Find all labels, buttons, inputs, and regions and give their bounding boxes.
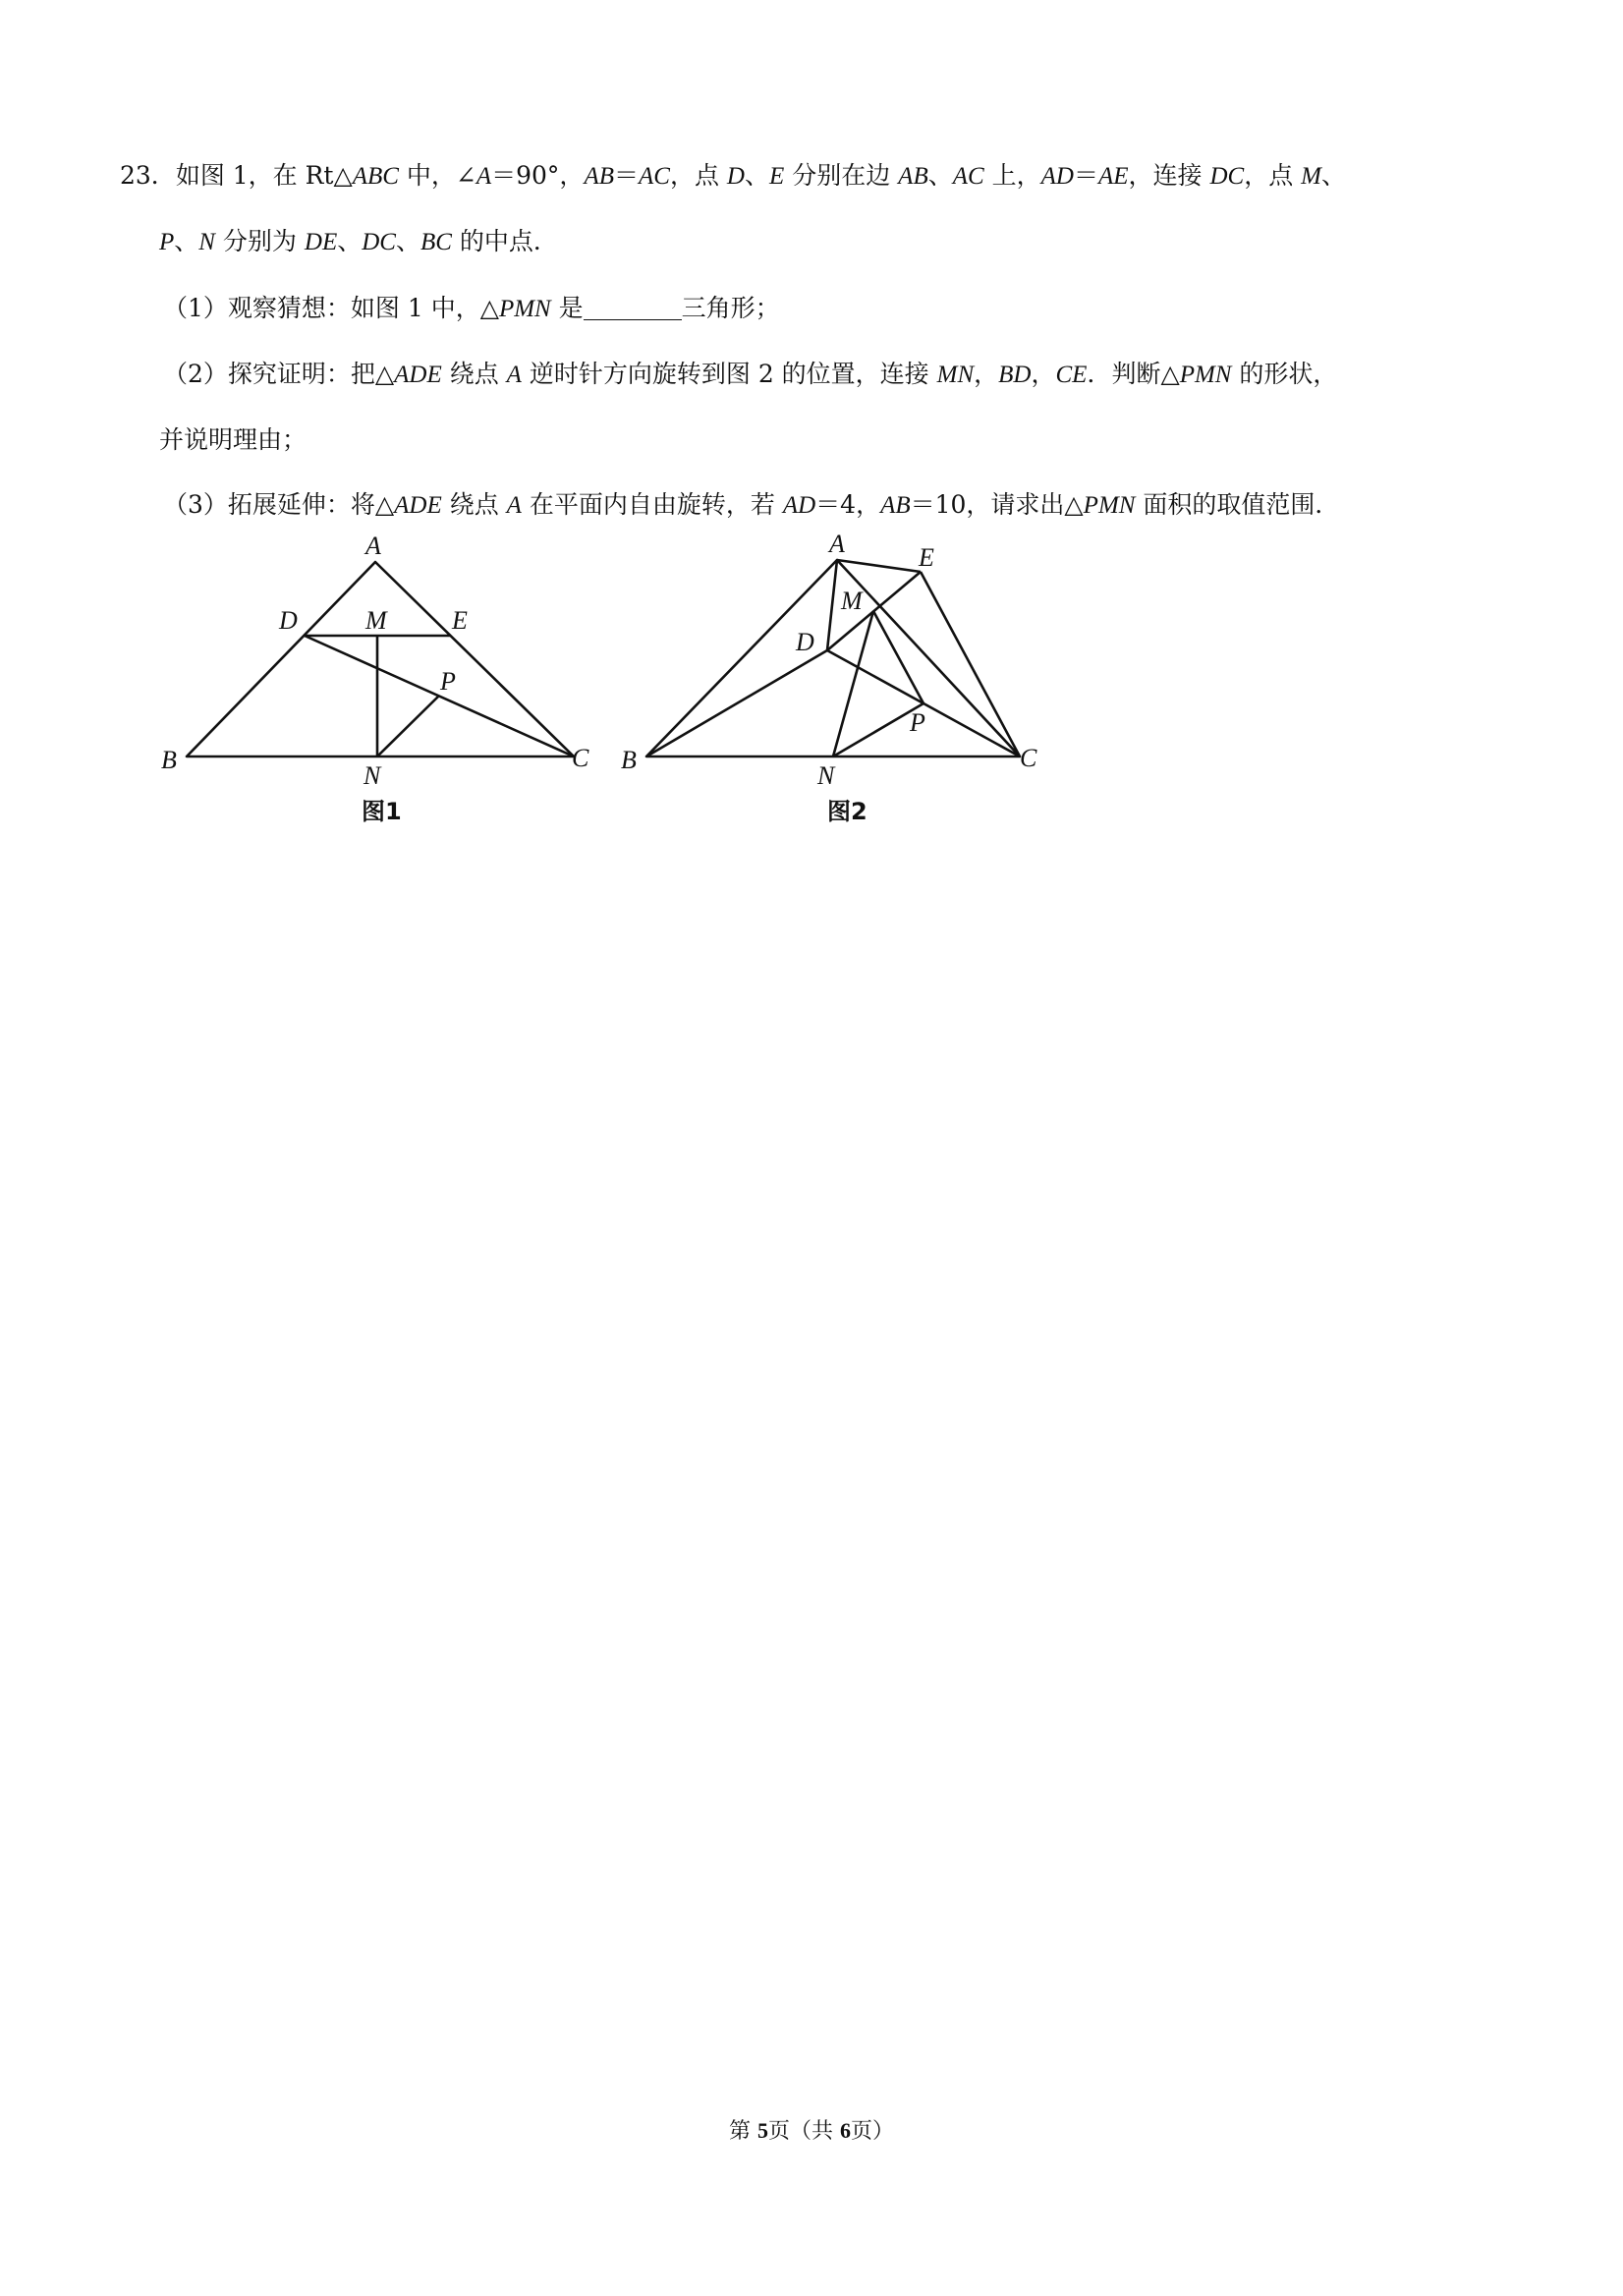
label-D-2: D — [796, 628, 814, 656]
figure-2 — [619, 531, 1071, 786]
label-B: B — [161, 746, 177, 774]
label-C-2: C — [1020, 744, 1037, 772]
part-3: （3）拓展延伸：将△ADE 绕点 A 在平面内自由旋转，若 AD＝4，AB＝10，请求出△PMN 面积的取值范围． — [163, 490, 1340, 519]
page-footer: 第 5页（共 6页） — [728, 2118, 894, 2144]
label-N: N — [364, 761, 381, 786]
figure-2-caption: 图2 — [827, 798, 867, 825]
label-A: A — [365, 532, 381, 560]
question-number: 23． — [120, 161, 176, 190]
page-total: 6 — [839, 2118, 851, 2143]
figure-1-caption: 图1 — [362, 798, 402, 825]
part-1: （1）观察猜想：如图 1 中，△PMN 是 三角形； — [163, 294, 780, 322]
answer-blank[interactable] — [584, 294, 682, 320]
question-stem-line-2: P、N 分别为 DE、DC、BC 的中点． — [159, 227, 558, 255]
question-stem-line-1: 23．如图 1，在 Rt△ABC 中，∠A＝90°，AB＝AC，点 D、E 分别在边 AB、AC 上，AD＝AE，连接 DC，点 M、 — [120, 161, 1347, 190]
triangle-abc — [187, 562, 574, 756]
label-M-2: M — [841, 587, 863, 615]
part-2-line-2: 并说明理由； — [159, 425, 308, 454]
segment-np — [377, 696, 439, 756]
label-M: M — [365, 606, 387, 635]
label-N-2: N — [817, 761, 835, 786]
part-2-line-1: （2）探究证明：把△ADE 绕点 A 逆时针方向旋转到图 2 的位置，连接 MN，BD，CE．判断△PMN 的形状， — [163, 360, 1338, 388]
label-D: D — [279, 606, 298, 635]
label-E: E — [452, 606, 468, 635]
segment-ad — [827, 560, 837, 650]
figure-1-diagram — [147, 531, 609, 786]
figure-2-diagram — [619, 531, 1071, 786]
page-number: 5 — [756, 2118, 768, 2143]
segment-mn — [833, 611, 873, 756]
label-E-2: E — [919, 543, 934, 572]
segment-bd — [646, 650, 827, 756]
segment-ae — [837, 560, 921, 572]
label-A-2: A — [829, 531, 845, 558]
label-P-2: P — [910, 708, 925, 737]
label-C: C — [572, 744, 589, 772]
figure-1 — [147, 531, 609, 786]
label-P: P — [440, 667, 456, 696]
label-B-2: B — [621, 746, 637, 774]
